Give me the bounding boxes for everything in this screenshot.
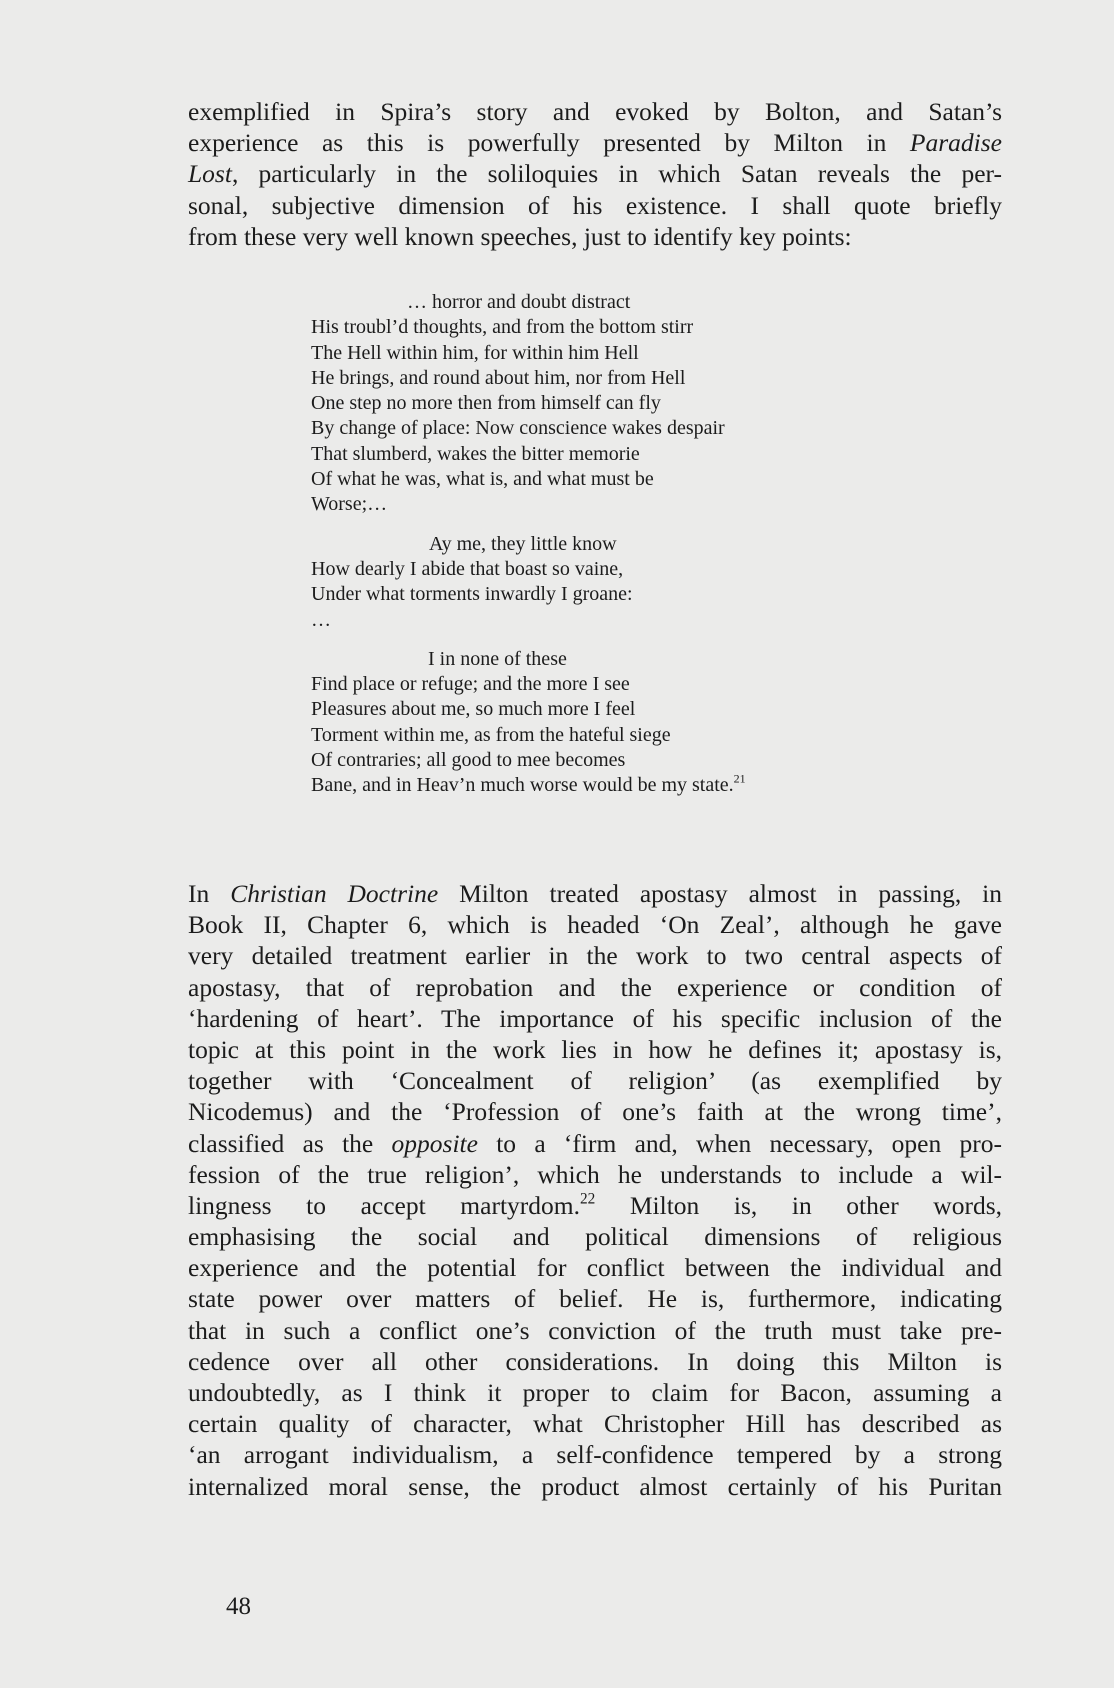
text-line: Nicodemus) and the ‘Profession of one’s faith at the wrong time’, <box>188 1097 1002 1127</box>
text-line: ‘hardening of heart’. The importance of his specific inclusion of the <box>188 1003 1002 1033</box>
text-line: topic at this point in the work lies in how he defines it; apostasy is, <box>188 1034 1002 1064</box>
text-line: In Christian Doctrine Milton treated apostasy almost in passing, in <box>188 879 1002 908</box>
text-line: exemplified in Spira’s story and evoked by Bolton, and Satan’s <box>188 97 1002 126</box>
text-line: together with ‘Concealment of religion’ (as exemplified by <box>188 1066 1002 1096</box>
italic-title: Lost <box>188 159 232 189</box>
text-line: Lost, particularly in the soliloquies in which Satan reveals the per- <box>188 159 1002 189</box>
verse-line: Worse;… <box>311 493 388 516</box>
text-line: very detailed treatment earlier in the work to two central aspects of <box>188 941 1002 971</box>
verse-line: … horror and doubt distract <box>407 291 631 313</box>
verse-line: I in none of these <box>428 647 567 670</box>
text-line: certain quality of character, what Christopher Hill has described as <box>188 1409 1002 1439</box>
italic-title: opposite <box>391 1128 478 1158</box>
verse-line: Pleasures about me, so much more I feel <box>311 698 636 721</box>
text-line: lingness to accept martyrdom.$^{22}$ Milton is, in other words, <box>188 1190 1002 1220</box>
verse-line: The Hell within him, for within him Hell <box>311 341 639 364</box>
verse-line: By change of place: Now conscience wakes despair <box>311 417 725 440</box>
verse-line: One step no more then from himself can fly <box>311 392 661 415</box>
verse-line: Find place or refuge; and the more I see <box>311 673 630 696</box>
text-line: experience and the potential for conflict between the individual and <box>188 1253 1002 1283</box>
text-line: ‘an arrogant individualism, a self-confidence tempered by a strong <box>188 1440 1002 1470</box>
text-line: classified as the opposite to a ‘firm and, when necessary, open pro- <box>188 1128 1002 1158</box>
text-line: experience as this is powerfully presented by Milton in Paradise <box>188 128 1002 158</box>
verse-line: Of contraries; all good to mee becomes <box>311 749 626 772</box>
text-line: emphasising the social and political dimensions of religious <box>188 1222 1002 1252</box>
italic-title: Paradise <box>909 128 1002 158</box>
page-number: 48 <box>226 1593 251 1620</box>
verse-line: … <box>311 608 331 631</box>
stanza-gap <box>311 518 871 532</box>
footnote-marker: 21 <box>733 771 746 786</box>
body-paragraph <box>188 878 1002 1502</box>
verse-line: That slumberd, wakes the bitter memorie <box>311 442 640 465</box>
text-line: fession of the true religion’, which he understands to include a wil- <box>188 1159 1002 1189</box>
text-line: apostasy, that of reprobation and the experience or condition of <box>188 972 1002 1002</box>
text-line: cedence over all other considerations. In doing this Milton is <box>188 1346 1002 1376</box>
text-line: internalized moral sense, the product almost certainly of his Puritan <box>188 1471 1002 1501</box>
stanza-gap <box>311 633 871 647</box>
text-line: state power over matters of belief. He is, furthermore, indicating <box>188 1284 1002 1314</box>
top-paragraph <box>188 96 1002 252</box>
text-line: that in such a conflict one’s conviction of the truth must take pre- <box>188 1315 1002 1345</box>
verse-line: Ay me, they little know <box>429 532 617 555</box>
italic-title: Christian Doctrine <box>230 879 439 908</box>
text-line: Book II, Chapter 6, which is headed ‘On Zeal’, although he gave <box>188 910 1002 940</box>
verse-line: How dearly I abide that boast so vaine, <box>311 557 624 580</box>
verse-line: His troubl’d thoughts, and from the bottom stirr <box>311 316 694 339</box>
footnote-marker: 22 <box>579 1190 596 1208</box>
text-line: undoubtedly, as I think it proper to claim for Bacon, assuming a <box>188 1378 1002 1407</box>
verse-line: Torment within me, as from the hateful siege <box>311 723 671 746</box>
verse-line: He brings, and round about him, nor from Hell <box>311 366 686 389</box>
verse-line: Bane, and in Heav’n much worse would be my state.$^{21}$ <box>311 771 746 797</box>
verse-line: Of what he was, what is, and what must be <box>311 468 654 491</box>
text-line: from these very well known speeches, just to identify key points: <box>188 221 852 251</box>
verse-line: Under what torments inwardly I groane: <box>311 583 633 606</box>
text-line: sonal, subjective dimension of his existence. I shall quote briefly <box>188 190 1002 220</box>
verse-quotation <box>311 290 871 799</box>
